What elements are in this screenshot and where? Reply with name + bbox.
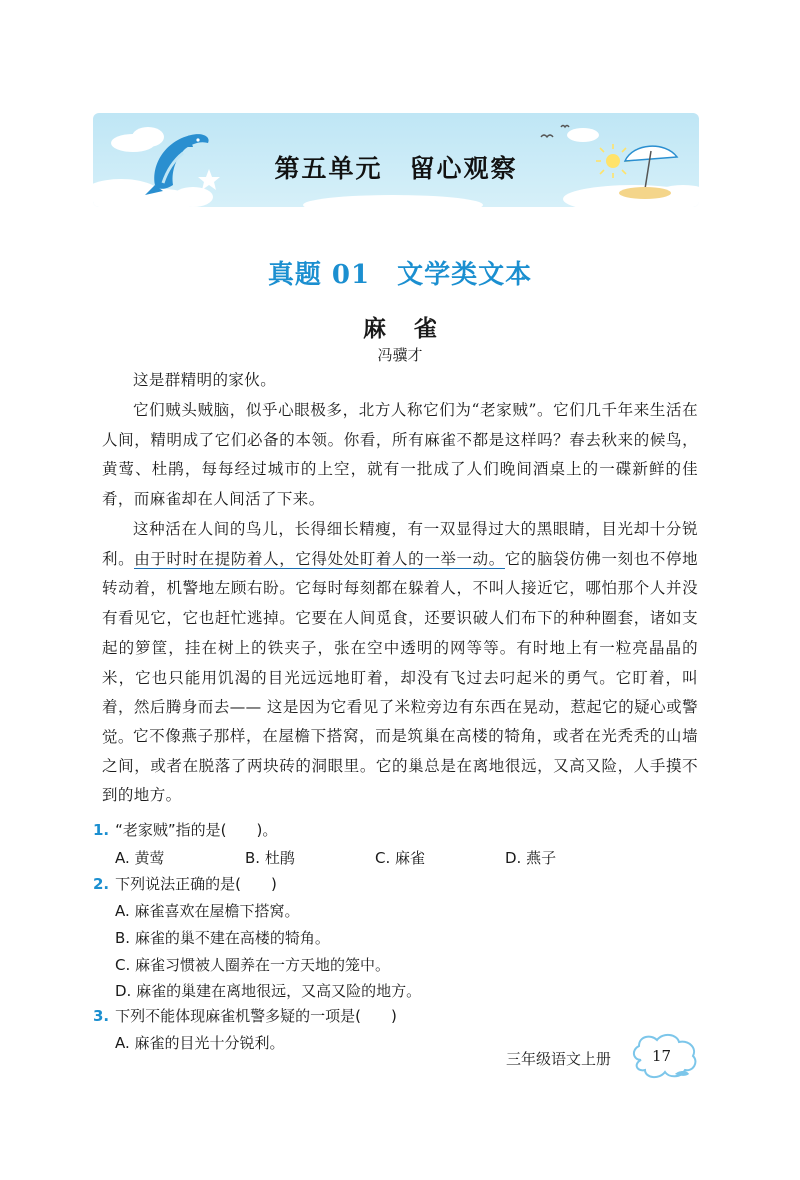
option-a[interactable]: A. 麻雀的目光十分锐利。: [115, 1034, 285, 1052]
question-3: [93, 1003, 397, 1029]
paragraph: 这是群精明的家伙。: [133, 371, 277, 389]
question-stem: 下列说法正确的是( ): [115, 875, 277, 893]
question-stem: “老家贼”指的是( )。: [115, 821, 278, 839]
lesson-title: 真题 01 文学类文本: [267, 260, 533, 290]
question-1: [93, 817, 277, 843]
option-c[interactable]: C. 麻雀: [375, 849, 426, 867]
paragraph-sentence: 这种活在人间的鸟儿，长得细长精瘦，有一双显得过大的黑眼睛，目光却十分锐利。: [102, 520, 698, 568]
article-author: 冯骥才: [377, 346, 423, 364]
unit-banner: [93, 113, 699, 207]
paragraph: 它们贼头贼脑，似乎心眼极多，北方人称它们为“老家贼”。它们几千年来生活在人间，精明成了它们必备的本领。你看，所有麻雀不都是这样吗？春去秋来的候鸟，黄莺、杜鹃，每每经过城市的上空，就有一批成了人们晚间酒桌上的一碟新鲜的佳肴，而麻雀却在人间活了下来。: [102, 401, 698, 509]
paragraph: 它不像燕子那样，在屋檐下搭窝，而是筑巢在高楼的犄角，或者在光秃秃的山墙之间，或者在脱落了两块砖的洞眼里。它的巢总是在离地很远，又高又险，人手摸不到的地方。: [102, 727, 698, 805]
unit-title: 第五单元 留心观察: [274, 154, 518, 183]
book-title: 三年级语文上册: [506, 1050, 612, 1068]
option-d[interactable]: D. 麻雀的巢建在离地很远，又高又险的地方。: [115, 982, 422, 1000]
option-c[interactable]: C. 麻雀习惯被人圈养在一方天地的笼中。: [115, 956, 391, 974]
option-b[interactable]: B. 麻雀的巢不建在高楼的犄角。: [115, 929, 330, 947]
underlined-sentence: 由于时时在提防着人，它得处处盯着人的一举一动。: [134, 549, 505, 568]
article-title: 麻雀: [363, 316, 465, 342]
page-number: 17: [652, 1047, 672, 1065]
question-number: 1.: [93, 821, 110, 839]
option-a[interactable]: A. 黄莺: [115, 849, 165, 867]
paragraph-with-underline: [102, 515, 698, 753]
question-number: 3.: [93, 1007, 110, 1025]
option-a[interactable]: A. 麻雀喜欢在屋檐下搭窝。: [115, 902, 300, 920]
option-b[interactable]: B. 杜鹃: [245, 849, 295, 867]
question-number: 2.: [93, 875, 110, 893]
paragraph-sentence: 它的脑袋仿佛一刻也不停地转动着，机警地左顾右盼。它每时每刻都在躲着人，不叫人接近它，哪怕那个人并没有看见它，它也赶忙逃掉。它要在人间觅食，还要识破人们布下的种种圈套，诸如支起的箩筐，挂在树上的铁夹子，张在空中透明的网等等。有时地上有一粒亮晶晶的米，它也只能用饥渴的目光远远地盯着，却没有飞过去叼起米的勇气。它盯着，叫着，然后腾身而去—— 这是因为它看见了米粒旁边有东西在晃动，惹起它的疑心或警觉。: [102, 549, 698, 746]
question-2: [93, 871, 277, 897]
seagull-icon: [541, 126, 569, 138]
option-d[interactable]: D. 燕子: [505, 849, 557, 867]
question-stem: 下列不能体现麻雀机警多疑的一项是( ): [115, 1007, 397, 1025]
